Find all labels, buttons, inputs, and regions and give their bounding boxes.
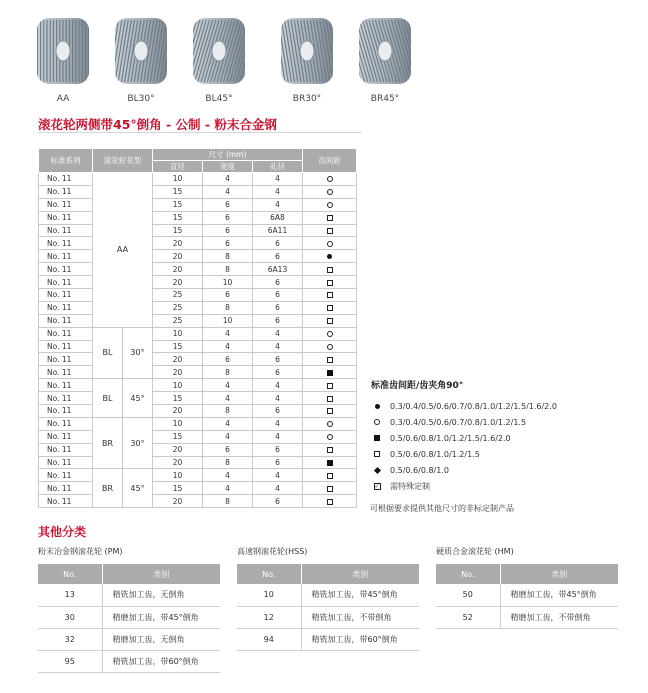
filled-circle-icon [327,254,332,259]
bore-cell: 4 [253,392,303,405]
open-circle-icon [327,176,333,182]
open-square-icon [327,396,333,402]
bore-cell: 4 [253,327,303,340]
type-cell: BR [93,469,123,508]
pitch-cell [303,495,357,508]
series-cell: No. 11 [39,224,93,237]
width-cell: 4 [203,173,253,186]
open-square-icon [327,280,333,286]
header-diameter: 直径 [153,161,203,173]
series-cell: No. 11 [39,301,93,314]
series-cell: No. 11 [39,250,93,263]
diameter-cell: 15 [153,224,203,237]
bore-cell: 6 [253,353,303,366]
open-circle-icon [327,344,333,350]
series-cell: No. 11 [39,405,93,418]
table-row [237,628,419,650]
table-row [39,237,357,250]
category-cell: 精铣加工齿，带60°倒角 [301,628,419,650]
width-cell: 10 [203,314,253,327]
angle-cell: 30° [123,417,153,469]
pitch-cell [303,250,357,263]
width-cell: 4 [203,392,253,405]
hss-table [237,564,419,651]
open-square-icon [327,292,333,298]
product-label: BL30° [127,94,155,104]
table-row [39,417,357,430]
legend-note: 可根据要求提供其他尺寸的非标定制产品 [370,504,514,513]
series-cell: No. 11 [39,211,93,224]
category-cell: 精磨加工齿，不带倒角 [500,606,618,628]
bore-cell: 6 [253,250,303,263]
type-cell: AA [93,173,153,328]
pitch-cell [303,379,357,392]
table-row [39,392,357,405]
diameter-cell: 20 [153,353,203,366]
angle-cell: 45° [123,379,153,418]
bore-cell: 6 [253,301,303,314]
no-cell: 32 [38,628,102,650]
width-cell: 8 [203,456,253,469]
table-row [237,606,419,628]
series-cell: No. 11 [39,469,93,482]
pitch-cell [303,185,357,198]
width-cell: 6 [203,224,253,237]
bore-cell: 4 [253,417,303,430]
angle-cell: 45° [123,469,153,508]
product-label: BR30° [292,94,322,104]
pitch-cell [303,340,357,353]
width-cell: 6 [203,443,253,456]
bore-cell: 6 [253,237,303,250]
open-circle-icon [327,421,333,427]
width-cell: 4 [203,430,253,443]
bore-cell: 6 [253,276,303,289]
series-cell: No. 11 [39,366,93,379]
diameter-cell: 25 [153,289,203,302]
pitch-cell [303,443,357,456]
series-cell: No. 11 [39,314,93,327]
bore-cell: 4 [253,430,303,443]
no-cell: 52 [436,606,500,628]
category-cell: 精铣加工齿，带60°倒角 [102,650,220,672]
series-cell: No. 11 [39,392,93,405]
width-cell: 8 [203,250,253,263]
table-row [39,482,357,495]
pitch-cell [303,392,357,405]
type-cell: BL [93,379,123,418]
series-cell: No. 11 [39,173,93,186]
legend-text: 0.5/0.6/0.8/1.0/1.2/1.5/1.6/2.0 [390,433,511,443]
width-cell: 8 [203,495,253,508]
product-right45 [350,12,420,104]
product-left30 [106,12,176,104]
series-cell: No. 11 [39,289,93,302]
spec-table [38,148,357,508]
pitch-cell [303,263,357,276]
width-cell: 8 [203,366,253,379]
width-cell: 6 [203,237,253,250]
no-cell: 10 [237,584,301,606]
title-divider [38,132,362,133]
pitch-cell [303,366,357,379]
diameter-cell: 15 [153,198,203,211]
diameter-cell: 15 [153,430,203,443]
diameter-cell: 20 [153,250,203,263]
legend-text: 0.5/0.6/0.8/1.0 [390,465,449,475]
knurl-wheel-icon [357,12,413,90]
knurl-wheel-icon [113,12,169,90]
product-label: BL45° [205,94,233,104]
table-row [39,314,357,327]
series-cell: No. 11 [39,417,93,430]
category-cell: 精铣加工齿，无倒角 [102,584,220,606]
diameter-cell: 10 [153,469,203,482]
diameter-cell: 20 [153,405,203,418]
category-cell: 精铣加工齿，不带倒角 [301,606,419,628]
open-square-icon [327,447,333,453]
header-no: No. [436,564,500,584]
open-square-icon [374,451,380,457]
hm-table [436,564,618,629]
filled-square-icon [327,370,333,376]
product-label: BR45° [370,94,400,104]
bore-cell: 6 [253,366,303,379]
header-size: 尺寸 (mm) [153,149,303,161]
table-header-row [237,564,419,584]
table-row [39,250,357,263]
pitch-cell [303,224,357,237]
open-circle-icon [327,241,333,247]
pitch-cell [303,289,357,302]
product-label: AA [56,94,70,104]
diameter-cell: 25 [153,314,203,327]
width-cell: 6 [203,289,253,302]
filled-square-icon [374,435,380,441]
bore-cell: 4 [253,198,303,211]
header-pitch: 齿间距 [303,149,357,173]
table-row [39,327,357,340]
pitch-cell [303,456,357,469]
bore-cell: 6 [253,443,303,456]
table-row [39,456,357,469]
table-row [39,224,357,237]
series-cell: No. 11 [39,276,93,289]
filled-square-icon [327,460,333,466]
table-row [39,301,357,314]
bore-cell: 4 [253,469,303,482]
open-circle-icon [327,189,333,195]
knurl-wheel-icon [191,12,247,90]
type-cell: BL [93,327,123,379]
header-bore: 孔径 [253,161,303,173]
table-row [39,443,357,456]
series-cell: No. 11 [39,495,93,508]
diameter-cell: 10 [153,379,203,392]
pitch-cell [303,198,357,211]
table-row [39,198,357,211]
pitch-cell [303,353,357,366]
pitch-cell [303,417,357,430]
angle-cell: 30° [123,327,153,379]
no-cell: 50 [436,584,500,606]
series-cell: No. 11 [39,327,93,340]
filled-diamond-icon [373,466,380,473]
no-cell: 95 [38,650,102,672]
table-row [39,430,357,443]
diameter-cell: 20 [153,456,203,469]
open-circle-icon [327,202,333,208]
diameter-cell: 15 [153,392,203,405]
header-no: No. [38,564,102,584]
table-row [39,263,357,276]
series-cell: No. 11 [39,198,93,211]
header-category: 类别 [500,564,618,584]
table-row [39,469,357,482]
pitch-cell [303,469,357,482]
category-cell: 精磨加工齿，带45°倒角 [500,584,618,606]
diameter-cell: 20 [153,366,203,379]
bore-cell: 6 [253,289,303,302]
header-category: 类别 [301,564,419,584]
diameter-cell: 20 [153,495,203,508]
no-cell: 94 [237,628,301,650]
pitch-cell [303,327,357,340]
table-row [436,584,618,606]
category-cell: 精磨加工齿，带45°倒角 [102,606,220,628]
header-no: No. [237,564,301,584]
open-circle-icon [327,434,333,440]
product-gallery [28,12,408,112]
table-row [38,628,220,650]
header-category: 类别 [102,564,220,584]
knurl-wheel-icon [279,12,335,90]
bore-cell: 6A13 [253,263,303,276]
hm-subtitle: 硬质合金滚花轮 (HM) [436,547,514,556]
width-cell: 6 [203,353,253,366]
header-type: 滚花轮花型 [93,149,153,173]
series-cell: No. 11 [39,430,93,443]
legend-item [370,398,640,414]
header-series: 标准系列 [39,149,93,173]
table-row [39,185,357,198]
series-cell: No. 11 [39,443,93,456]
table-header-row [436,564,618,584]
diameter-cell: 15 [153,340,203,353]
legend-text: 0.3/0.4/0.5/0.6/0.7/0.8/1.0/1.2/1.5 [390,417,527,427]
bore-cell: 6 [253,495,303,508]
bore-cell: 6 [253,314,303,327]
filled-circle-icon [375,404,380,409]
diameter-cell: 20 [153,263,203,276]
width-cell: 6 [203,198,253,211]
legend-text: 需特殊定制 [390,481,430,491]
open-square-icon [327,383,333,389]
table-row [39,495,357,508]
legend-title: 标准齿间距/齿夹角90° [371,381,464,391]
product-straight [28,12,98,104]
category-cell: 精磨加工齿，无倒角 [102,628,220,650]
table-row [39,405,357,418]
bore-cell: 4 [253,185,303,198]
series-cell: No. 11 [39,482,93,495]
table-row [39,211,357,224]
bore-cell: 6 [253,405,303,418]
product-right30 [272,12,342,104]
series-cell: No. 11 [39,340,93,353]
pm-table [38,564,220,673]
pitch-cell [303,237,357,250]
diameter-cell: 15 [153,482,203,495]
bore-cell: 4 [253,482,303,495]
diameter-cell: 15 [153,211,203,224]
type-cell: BR [93,417,123,469]
table-row [39,289,357,302]
table-row [38,584,220,606]
width-cell: 8 [203,263,253,276]
width-cell: 4 [203,327,253,340]
pitch-cell [303,482,357,495]
pitch-cell [303,314,357,327]
table-row [39,366,357,379]
open-square-icon [327,228,333,234]
legend-item [370,462,640,478]
legend-text: 0.5/0.6/0.8/1.0/1.2/1.5 [390,449,480,459]
width-cell: 4 [203,482,253,495]
bore-cell: 4 [253,379,303,392]
series-cell: No. 11 [39,185,93,198]
open-square-icon [327,318,333,324]
series-cell: No. 11 [39,353,93,366]
legend-text: 0.3/0.4/0.5/0.6/0.7/0.8/1.0/1.2/1.5/1.6/2.0 [390,401,557,411]
bore-cell: 4 [253,340,303,353]
open-square-icon [327,408,333,414]
other-title: 其他分类 [38,525,87,539]
diameter-cell: 10 [153,417,203,430]
table-row [237,584,419,606]
open-square-icon [327,499,333,505]
bore-cell: 6 [253,456,303,469]
product-left45 [184,12,254,104]
legend-item [370,478,640,494]
width-cell: 4 [203,417,253,430]
pitch-cell [303,430,357,443]
diameter-cell: 10 [153,173,203,186]
header-width: 宽度 [203,161,253,173]
diameter-cell: 25 [153,301,203,314]
table-row [38,650,220,672]
bore-cell: 4 [253,173,303,186]
width-cell: 8 [203,405,253,418]
legend-item [370,414,640,430]
diameter-cell: 20 [153,443,203,456]
pitch-cell [303,405,357,418]
open-circle-icon [327,331,333,337]
hss-subtitle: 高速钢滚花轮(HSS) [237,547,308,556]
series-cell: No. 11 [39,456,93,469]
open-square-icon [327,215,333,221]
width-cell: 4 [203,185,253,198]
category-cell: 精铣加工齿，带45°倒角 [301,584,419,606]
checkbox-icon: ✓ [374,482,380,490]
pitch-cell [303,276,357,289]
series-cell: No. 11 [39,379,93,392]
main-title: 滚花轮两侧带45°倒角 - 公制 - 粉末合金钢 [38,117,277,132]
width-cell: 4 [203,469,253,482]
legend-item [370,430,640,446]
open-square-icon [327,486,333,492]
table-row [39,340,357,353]
open-square-icon [327,267,333,273]
bore-cell: 6A8 [253,211,303,224]
no-cell: 13 [38,584,102,606]
pitch-cell [303,211,357,224]
table-row [39,276,357,289]
diameter-cell: 15 [153,185,203,198]
open-square-icon [327,357,333,363]
no-cell: 30 [38,606,102,628]
table-row [436,606,618,628]
open-square-icon [327,473,333,479]
series-cell: No. 11 [39,263,93,276]
width-cell: 8 [203,301,253,314]
table-header-row [38,564,220,584]
width-cell: 4 [203,340,253,353]
series-cell: No. 11 [39,237,93,250]
table-row [39,353,357,366]
width-cell: 4 [203,379,253,392]
table-row [39,379,357,392]
pm-subtitle: 粉末冶金钢滚花轮 (PM) [38,547,123,556]
open-circle-icon [374,419,380,425]
table-row [39,173,357,186]
width-cell: 6 [203,211,253,224]
legend [370,398,640,494]
diameter-cell: 20 [153,237,203,250]
pitch-cell [303,173,357,186]
no-cell: 12 [237,606,301,628]
diameter-cell: 10 [153,327,203,340]
diameter-cell: 20 [153,276,203,289]
pitch-cell [303,301,357,314]
open-square-icon [327,305,333,311]
knurl-wheel-icon [35,12,91,90]
bore-cell: 6A11 [253,224,303,237]
table-row [38,606,220,628]
legend-item [370,446,640,462]
width-cell: 10 [203,276,253,289]
